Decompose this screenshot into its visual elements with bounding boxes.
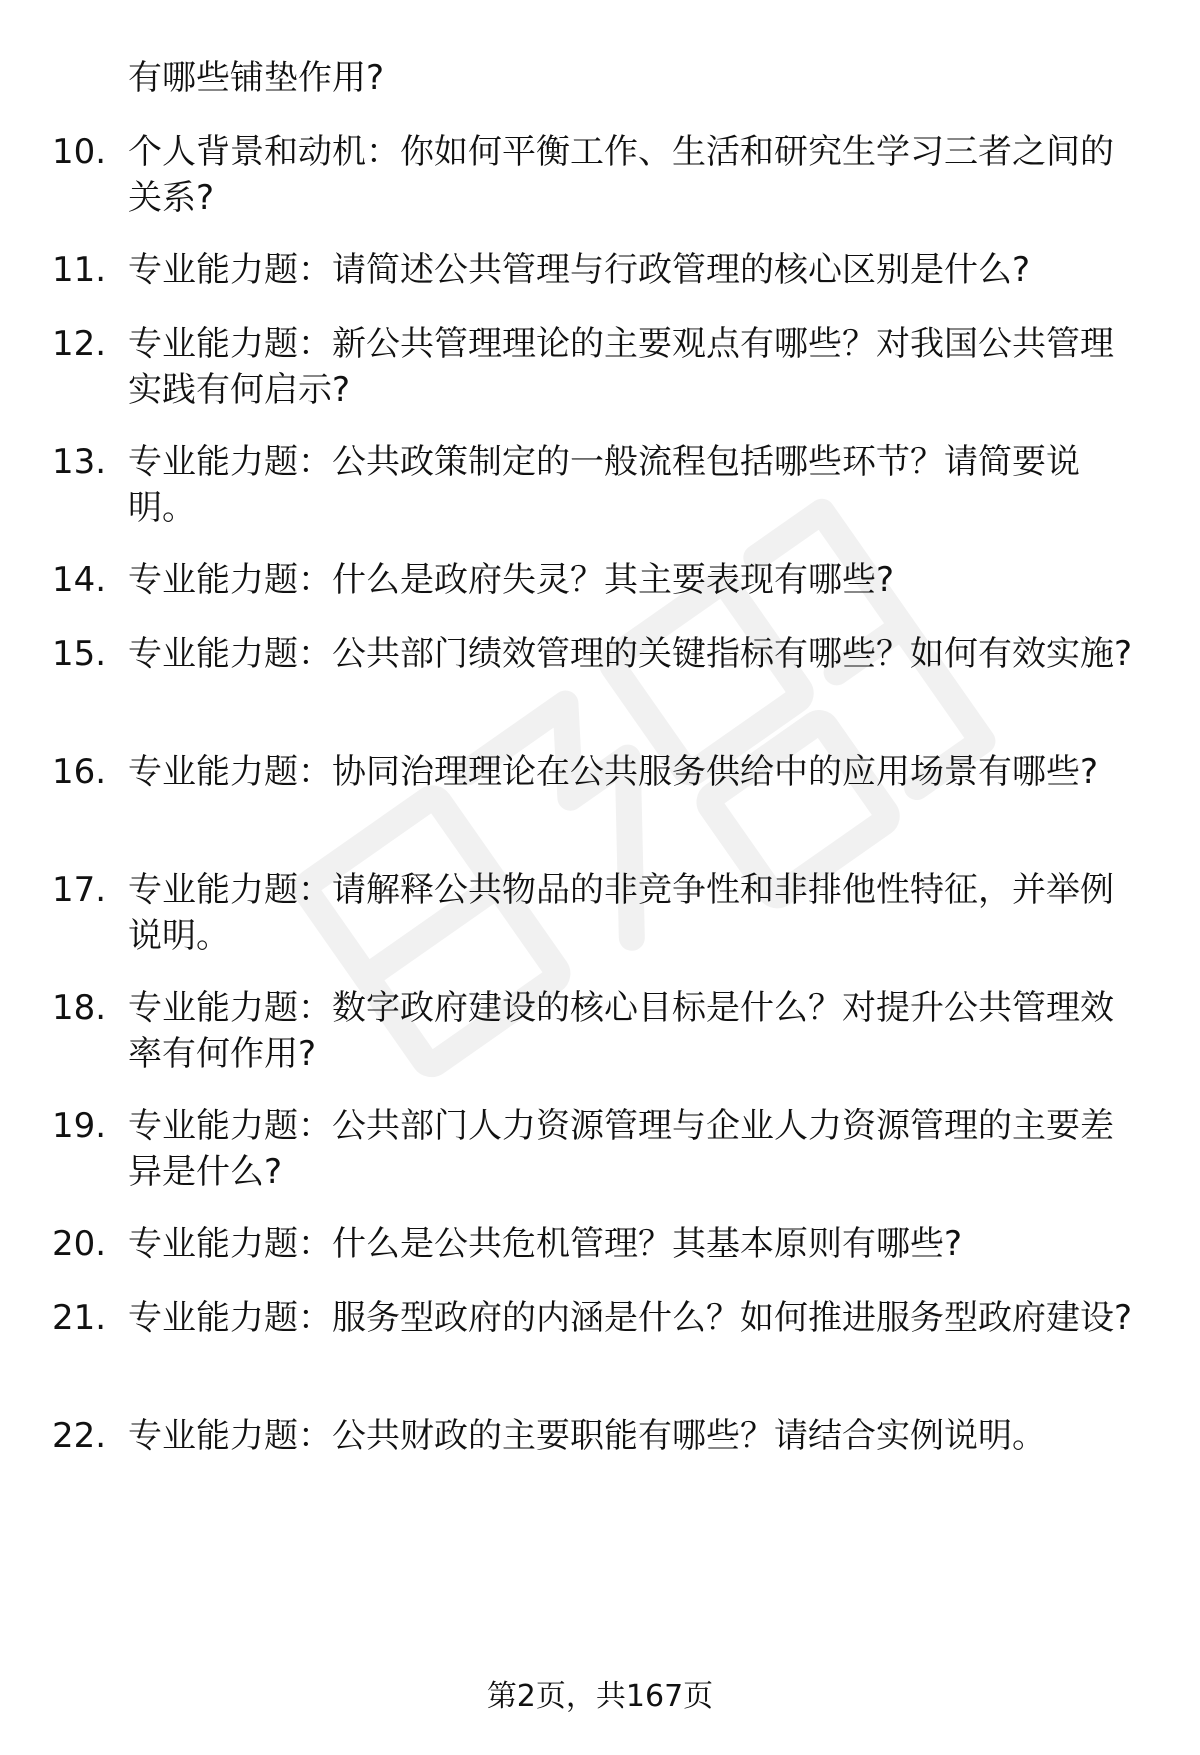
question-text: 专业能力题：协同治理理论在公共服务供给中的应用场景有哪些? — [128, 752, 1099, 792]
question-text: 专业能力题：公共部门绩效管理的关键指标有哪些？如何有效实施? — [128, 634, 1133, 674]
question-number: 16. — [52, 752, 107, 792]
question-number: 19. — [52, 1106, 107, 1146]
question-text: 专业能力题：公共财政的主要职能有哪些？请结合实例说明。 — [128, 1416, 1046, 1456]
question-number: 10. — [52, 132, 107, 172]
question-text: 个人背景和动机：你如何平衡工作、生活和研究生学习三者之间的关系? — [128, 132, 1114, 218]
question-text: 专业能力题：公共政策制定的一般流程包括哪些环节？请简要说明。 — [128, 442, 1080, 528]
question-number: 12. — [52, 324, 107, 364]
question-number: 22. — [52, 1416, 107, 1456]
question-number: 21. — [52, 1298, 107, 1338]
question-text: 有哪些铺垫作用? — [128, 58, 385, 98]
question-number: 11. — [52, 250, 107, 290]
question-text: 专业能力题：请简述公共管理与行政管理的核心区别是什么? — [128, 250, 1031, 290]
question-number: 20. — [52, 1224, 107, 1264]
question-text: 专业能力题：新公共管理理论的主要观点有哪些？对我国公共管理实践有何启示? — [128, 324, 1114, 410]
question-number: 17. — [52, 870, 107, 910]
question-number: 14. — [52, 560, 107, 600]
question-text: 专业能力题：什么是公共危机管理？其基本原则有哪些? — [128, 1224, 963, 1264]
question-number: 13. — [52, 442, 107, 482]
question-number: 18. — [52, 988, 107, 1028]
question-text: 专业能力题：请解释公共物品的非竞争性和非排他性特征，并举例说明。 — [128, 870, 1114, 956]
page-number-footer: 第2页，共167页 — [486, 1679, 714, 1714]
question-text: 专业能力题：公共部门人力资源管理与企业人力资源管理的主要差异是什么? — [128, 1106, 1114, 1192]
question-text: 专业能力题：数字政府建设的核心目标是什么？对提升公共管理效率有何作用? — [128, 988, 1114, 1074]
question-number: 15. — [52, 634, 107, 674]
question-text: 专业能力题：什么是政府失灵？其主要表现有哪些? — [128, 560, 895, 600]
question-text: 专业能力题：服务型政府的内涵是什么？如何推进服务型政府建设? — [128, 1298, 1133, 1338]
